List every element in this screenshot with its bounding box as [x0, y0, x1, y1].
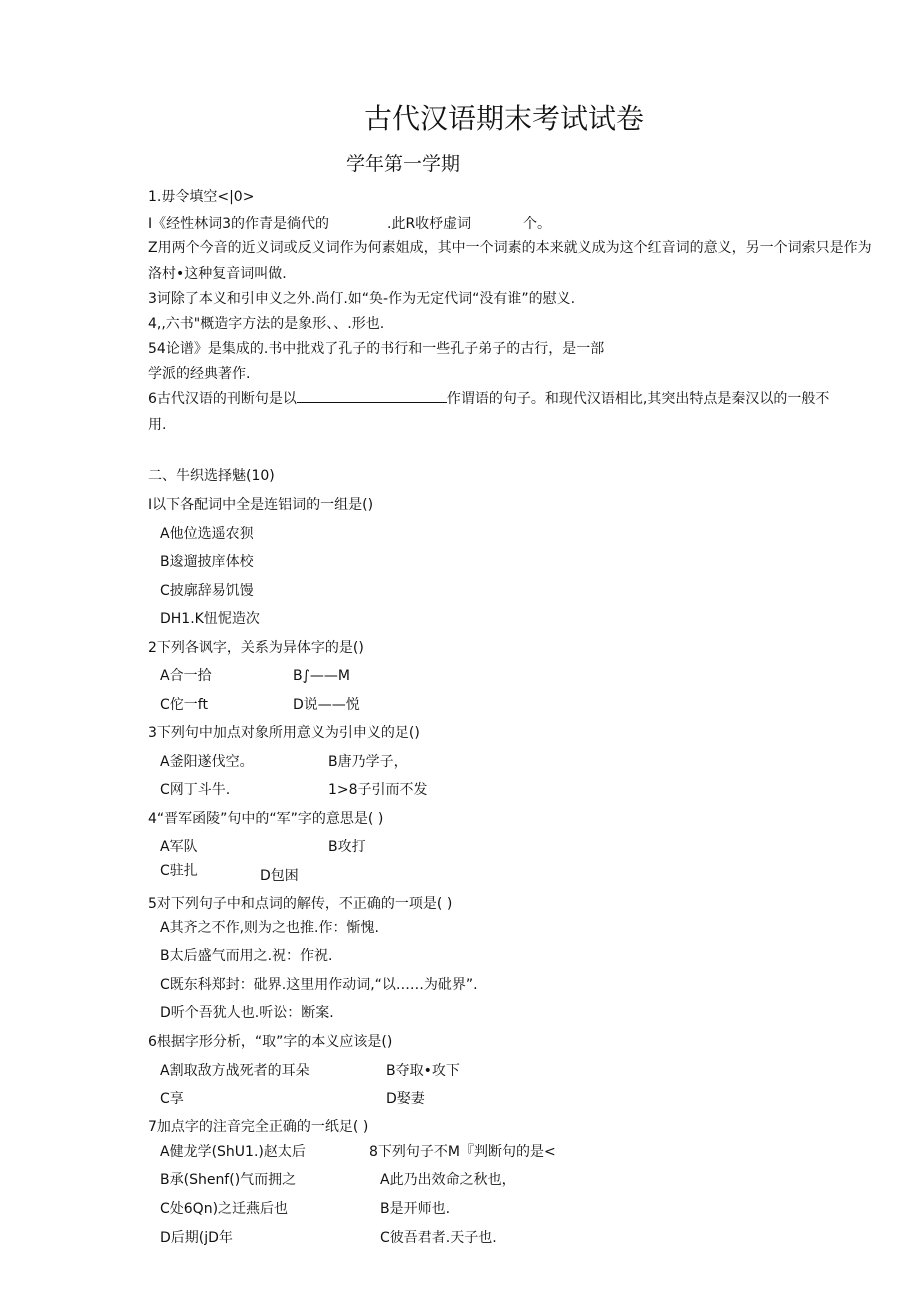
- s2-q4-option-d: D包困: [260, 868, 299, 884]
- s2-q8-option-b: B是开师也.: [380, 1201, 451, 1217]
- s2-q8: 8下列句子不M『判断句的是<: [369, 1144, 556, 1160]
- s2-q7: 7加点字的注音完全正确的一纸足( ): [148, 1119, 369, 1135]
- s1-q2-line2: 洛村•这种复音词叫做.: [148, 266, 287, 282]
- s1-q2-line1: Z用两个今音的近义词或反义词作为何素姐成，其中一个词素的本来就义成为这个红音词的意义，另一个词索只是作为: [148, 240, 872, 256]
- s2-q7-option-b: B承(Shenf()气而拥之: [160, 1172, 297, 1188]
- s2-q1-option-d: DH1.K忸怩造次: [160, 611, 260, 627]
- s2-q2-option-b: B∫——M: [293, 668, 350, 684]
- s1-q6-post: 作谓语的句子。和现代汉语相比,其突出特点是秦汉以的一般不: [446, 391, 830, 407]
- s2-q5-option-c: C既东科郑封：砒界.这里用作动词,“以……为砒界”.: [160, 977, 478, 993]
- s2-q4: 4“晋军函陵”句中的“军”字的意思是( ): [148, 811, 384, 827]
- s2-q7-option-c: C处6Qn)之迁燕后也: [160, 1201, 289, 1217]
- s2-q4-option-a: A军队: [160, 839, 198, 855]
- page-subtitle: 学年第一学期: [346, 153, 461, 175]
- s2-q6-option-c: C享: [160, 1091, 184, 1107]
- s2-q8-option-c: C彼吾君者.天子也.: [380, 1230, 497, 1246]
- s2-q4-option-b: B攻打: [328, 839, 366, 855]
- s1-q4: 4,,六书"概造字方法的是象形、、.形也.: [148, 316, 385, 332]
- s2-q6: 6根据字形分析，“取”字的本义应该是(): [148, 1034, 393, 1050]
- s2-q3-option-c: C网丁斗牛.: [160, 782, 231, 798]
- s1-q6-blank: [297, 390, 447, 403]
- page-title: 古代汉语期末考试试卷: [364, 102, 645, 135]
- s2-q2-option-c: C佗一ft: [160, 697, 208, 713]
- s2-q2-option-a: A合一拾: [160, 668, 212, 684]
- s1-q3: 3诃除了本义和引申义之外.尚仃.如“奂-作为无定代词“没有谁”的慰义.: [148, 291, 576, 307]
- s2-q3-option-a: A釜阳遂伐空。: [160, 754, 254, 770]
- s2-q7-option-d: D后期(jD年: [160, 1230, 233, 1246]
- s2-q6-option-a: A割取敌方战死者的耳朵: [160, 1063, 310, 1079]
- s2-q1-option-a: A他位选遥农狈: [160, 526, 254, 542]
- s1-q6-pre: 6古代汉语的刊断句是以: [148, 391, 297, 407]
- s1-q6-line1: [148, 390, 829, 408]
- s2-q3: 3下列句中加点对象所用意义为引申义的足(): [148, 725, 420, 741]
- s2-q2: 2下列各讽字，关系为异体字的是(): [148, 640, 364, 656]
- section2-heading: 二、牛织选择魅(10): [148, 468, 275, 484]
- s2-q1-option-b: B逡遛披庠体校: [160, 554, 254, 570]
- s2-q5-option-b: B太后盛气而用之.祝：作祝.: [160, 948, 333, 964]
- s2-q5: 5对下列句子中和点词的解传，不正确的一项是( ): [148, 896, 453, 912]
- s2-q5-option-d: D听个吾犹人也.听讼：断案.: [160, 1005, 334, 1021]
- s2-q6-option-d: D娶妻: [386, 1091, 425, 1107]
- s2-q5-option-a: A其齐之不作,则为之也推.作：惭愧.: [160, 920, 379, 936]
- s1-q1-text-b: .此R收杼虚词: [387, 216, 472, 232]
- s1-q1-text-c: 个。: [523, 216, 551, 232]
- s2-q4-option-c: C驻扎: [160, 863, 198, 879]
- s1-q5-line1: 54论谱》是集成的.书中批戏了孔子的书行和一些孔子弟子的古行，是一部: [148, 341, 605, 357]
- s2-q6-option-b: B夺取•攻下: [386, 1063, 460, 1079]
- s2-q7-option-a: A健龙学(ShU1.)赵太后: [160, 1144, 306, 1160]
- s2-q3-option-b: B唐乃学子，: [328, 754, 408, 770]
- s1-q6-line2: 用.: [148, 417, 167, 433]
- s2-q2-option-d: D说——悦: [293, 697, 360, 713]
- section1-heading: 1.毋令填空<|0>: [148, 189, 255, 205]
- s2-q1: I以下各配词中全是连铝词的一组是(): [148, 497, 374, 513]
- s2-q1-option-c: C披廓辞易饥馒: [160, 583, 254, 599]
- s2-q3-option-d: 1>8子引而不发: [328, 782, 428, 798]
- s1-q5-line2: 学派的经典著作.: [148, 366, 251, 382]
- s2-q8-option-a: A此乃出效命之秋也，: [380, 1172, 516, 1188]
- s1-q1-text: I《经性林词3的作青是徜代的: [148, 216, 330, 232]
